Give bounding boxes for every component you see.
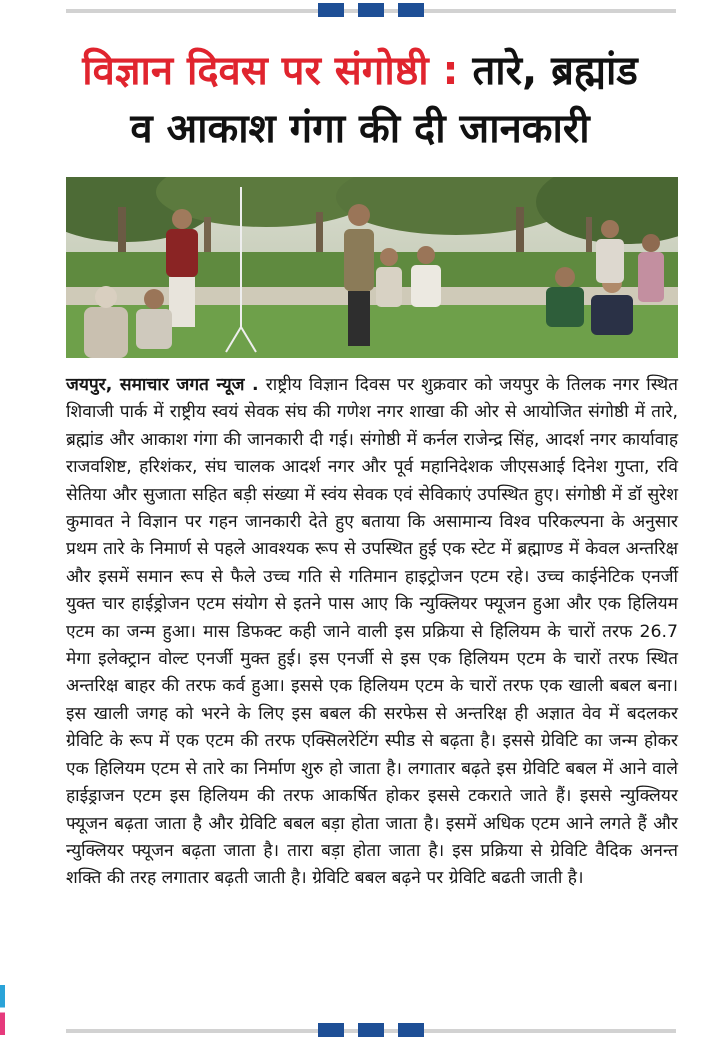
- headline-line-2: व आकाश गंगा की दी जानकारी: [130, 106, 590, 152]
- ornament-block: [398, 1023, 424, 1037]
- bottom-ornament: [318, 1023, 424, 1037]
- ornament-block: [318, 1023, 344, 1037]
- article-text: राष्ट्रीय विज्ञान दिवस पर शुक्रवार को जयपुर के तिलक नगर स्थित शिवाजी पार्क में राष्ट्रीय स्वयं सेवक संघ की गणेश नगर शाखा की ओर से आयोजित संगोष्ठी में तारे, ब्रह्मांड और आकाश गंगा की जानकारी दी गई। संगोष्ठी में कर्नल राजेन्द्र सिंह, आदर्श नगर कार्यावाह राजवशिष्ट, हरिशंकर, संघ चालक आदर्श नगर और पूर्व महानिदेशक जीएसआई दिनेश गुप्ता, रवि सेतिया और सुजाता सहित बड़ी संख्या में स्वंय सेवक एवं सेविकाएं उपस्थित हुए। संगोष्ठी में डॉ सुरेश कुमावत ने विज्ञान पर गहन जानकारी देते हुए बताया कि असामान्य विश्व परिकल्पना के अनुसार प्रथम तारे के निमार्ण से पहले आवश्यक रूप से उपस्थित हुई एक स्टेट में ब्रह्माण्ड में केवल अन्तरिक्ष और इसमें समान रूप से फैले उच्च गति से गतिमान हाइट्रोजन एटम रहे। उच्च काईनेटिक एनर्जी युक्त चार हाईड्रोजन एटम संयोग से इतने पास आए कि न्युक्लियर फ्यूजन हुआ और एक हिलियम एटम का जन्म हुआ। मास डिफक्ट कही जाने वाली इस प्रक्रिया से हिलियम के चारों तरफ 26.7 मेगा इलेक्ट्रान वोल्ट एनर्जी मुक्त हुई। इस एनर्जी से इस एक हिलियम एटम के चारों तरफ स्थित अन्तरिक्ष बाहर की तरफ कर्व हुआ। इससे एक हिलियम एटम के चारों तरफ एक खाली बबल बना। इस खाली जगह को भरने के लिए इस बबल की सरफेस से अन्तरिक्ष ही अज्ञात वेव में बदलकर ग्रेविटि के रूप में एक एटम की तरफ एक्सिलरेटिंग स्पीड से बढ़ता है। इससे ग्रेविटि का जन्म होकर एक हिलियम एटम से तारे का निर्माण शुरु हो जाता है। लगातार बढ़ते इस ग्रेविटि बबल में आने वाले हाईड्राजन एटम इस हिलियम की तरफ आकर्षित होकर इससे टकराते जाते हैं। इससे न्युक्लियर फ्यूजन बढ़ता जाता है और ग्रेविटि बबल बड़ा होता जाता है। इसमें अधिक एटम आने लगते हैं और न्युक्लियर फ्यूजन बढ़ता जाता है। तारा बड़ा होता जाता है। इस प्रक्रिया से ग्रेविटि वैदिक अनन्त शक्ति की तरह लगातार बढ़ती जाती है। ग्रेविटि बबल बढ़ने पर ग्रेविटि बढती जाती है।: [66, 375, 678, 889]
- ornament-block: [318, 3, 344, 17]
- ornament-block: [358, 3, 384, 17]
- ornament-block: [358, 1023, 384, 1037]
- park-scene-image: [66, 177, 678, 358]
- headline-highlight: विज्ञान दिवस पर संगोष्ठी :: [82, 48, 459, 94]
- top-ornament: [318, 3, 424, 17]
- headline: [20, 42, 700, 158]
- headline-line-1: [20, 42, 700, 100]
- edge-color-mark: [0, 985, 5, 1035]
- headline-rest: तारे, ब्रह्मांड: [458, 48, 638, 94]
- ornament-block: [398, 3, 424, 17]
- news-photo: [66, 177, 678, 358]
- article-body: [66, 372, 678, 893]
- article-dateline: जयपुर, समाचार जगत न्यूज .: [66, 375, 259, 395]
